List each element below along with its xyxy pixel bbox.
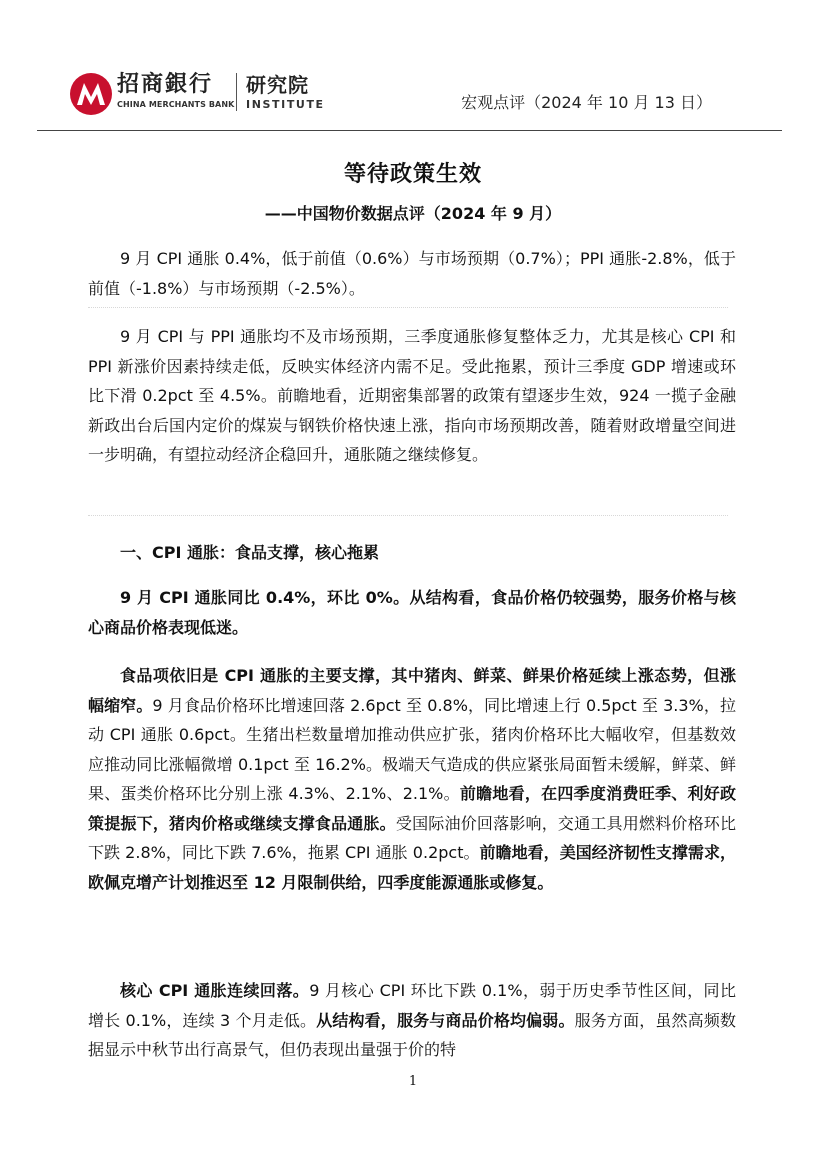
- report-header: [0, 0, 826, 135]
- institute-name-en: INSTITUTE: [246, 98, 325, 111]
- page-subtitle: ——中国物价数据点评（2024 年 9 月）: [264, 204, 562, 223]
- body-text: 9 月食品价格环比增速回落 2.6pct 至 0.8%，同比增速上行 0.5pct 至 3.3%，拉动 CPI 通胀 0.6pct。生猪出栏数量增加推动供应扩张，猪肉价格环比大幅收窄，但基数效应推动同比涨幅微增 0.1pct 至 16.2%。极端天气造成的供应紧张局面暂未缓解，鲜菜、鲜果、蛋类价格环比分别上涨 4.3%、2.1%、2.1%。: [88, 695, 736, 803]
- page-number: 1: [408, 1074, 418, 1089]
- cmb-logo-icon: [69, 72, 113, 116]
- bold-text: 核心 CPI 通胀连续回落。: [120, 981, 310, 1000]
- paragraph-cpi-overview: [88, 583, 736, 642]
- summary-divider: [88, 307, 728, 308]
- paragraph-food: [88, 661, 736, 897]
- bold-text: 9 月 CPI 通胀同比 0.4%，环比 0%。从结构看，食品价格仍较强势，服务价格与核心商品价格表现低迷。: [88, 588, 736, 637]
- bank-name-cn: 招商銀行: [117, 72, 214, 97]
- paragraph-core-cpi: [88, 976, 736, 1065]
- summary-divider: [88, 515, 728, 516]
- body-text: 受国际油价回落影响，交通工具用燃料价格环比下跌 2.8%，同比下跌 7.6%，拖累 CPI 通胀 0.2pct。: [88, 813, 736, 862]
- section-heading-cpi: 一、CPI 通胀：食品支撑，核心拖累: [120, 543, 379, 562]
- bold-text: 食品项依旧是 CPI 通胀的主要支撑，其中猪肉、鲜菜、鲜果价格延续上涨态势，但涨幅缩窄。: [88, 666, 736, 715]
- logo-divider: [236, 73, 237, 111]
- institute-name-cn: 研究院: [246, 73, 309, 97]
- page-title: 等待政策生效: [343, 162, 482, 187]
- summary-paragraph-1: 9 月 CPI 通胀 0.4%，低于前值（0.6%）与市场预期（0.7%）；PPI 通胀-2.8%，低于前值（-1.8%）与市场预期（-2.5%）。: [88, 249, 736, 298]
- header-rule: [37, 130, 782, 131]
- summary-paragraph-2: 9 月 CPI 与 PPI 通胀均不及市场预期，三季度通胀修复整体乏力，尤其是核心 CPI 和 PPI 新涨价因素持续走低，反映实体经济内需不足。受此拖累，预计三季度 GDP 增速或环比下滑 0.2pct 至 4.5%。前瞻地看，近期密集部署的政策有望逐步生效，924 一揽子金融新政出台后国内定价的煤炭与钢铁价格快速上涨，指向市场预期改善，随着财政增量空间进一步明确，有望拉动经济企稳回升，通胀随之继续修复。: [88, 327, 736, 464]
- bold-text: 从结构看，服务与商品价格均偏弱。: [316, 1010, 575, 1030]
- body-text: 服务方面，虽然高频数据显示中秋节出行高景气，但仍表现出量强于价的特: [88, 1010, 736, 1059]
- bold-text: 前瞻地看，在四季度消费旺季、利好政策提振下，猪肉价格或继续支撑食品通胀。: [88, 784, 736, 833]
- bank-name-en: CHINA MERCHANTS BANK: [117, 100, 235, 109]
- report-type-date: 宏观点评（2024 年 10 月 13 日）: [461, 93, 712, 112]
- body-text: 9 月核心 CPI 环比下跌 0.1%，弱于历史季节性区间，同比增长 0.1%，连续 3 个月走低。: [88, 981, 736, 1030]
- bold-text: 前瞻地看，美国经济韧性支撑需求，欧佩克增产计划推迟至 12 月限制供给，四季度能源通胀或修复。: [88, 843, 736, 892]
